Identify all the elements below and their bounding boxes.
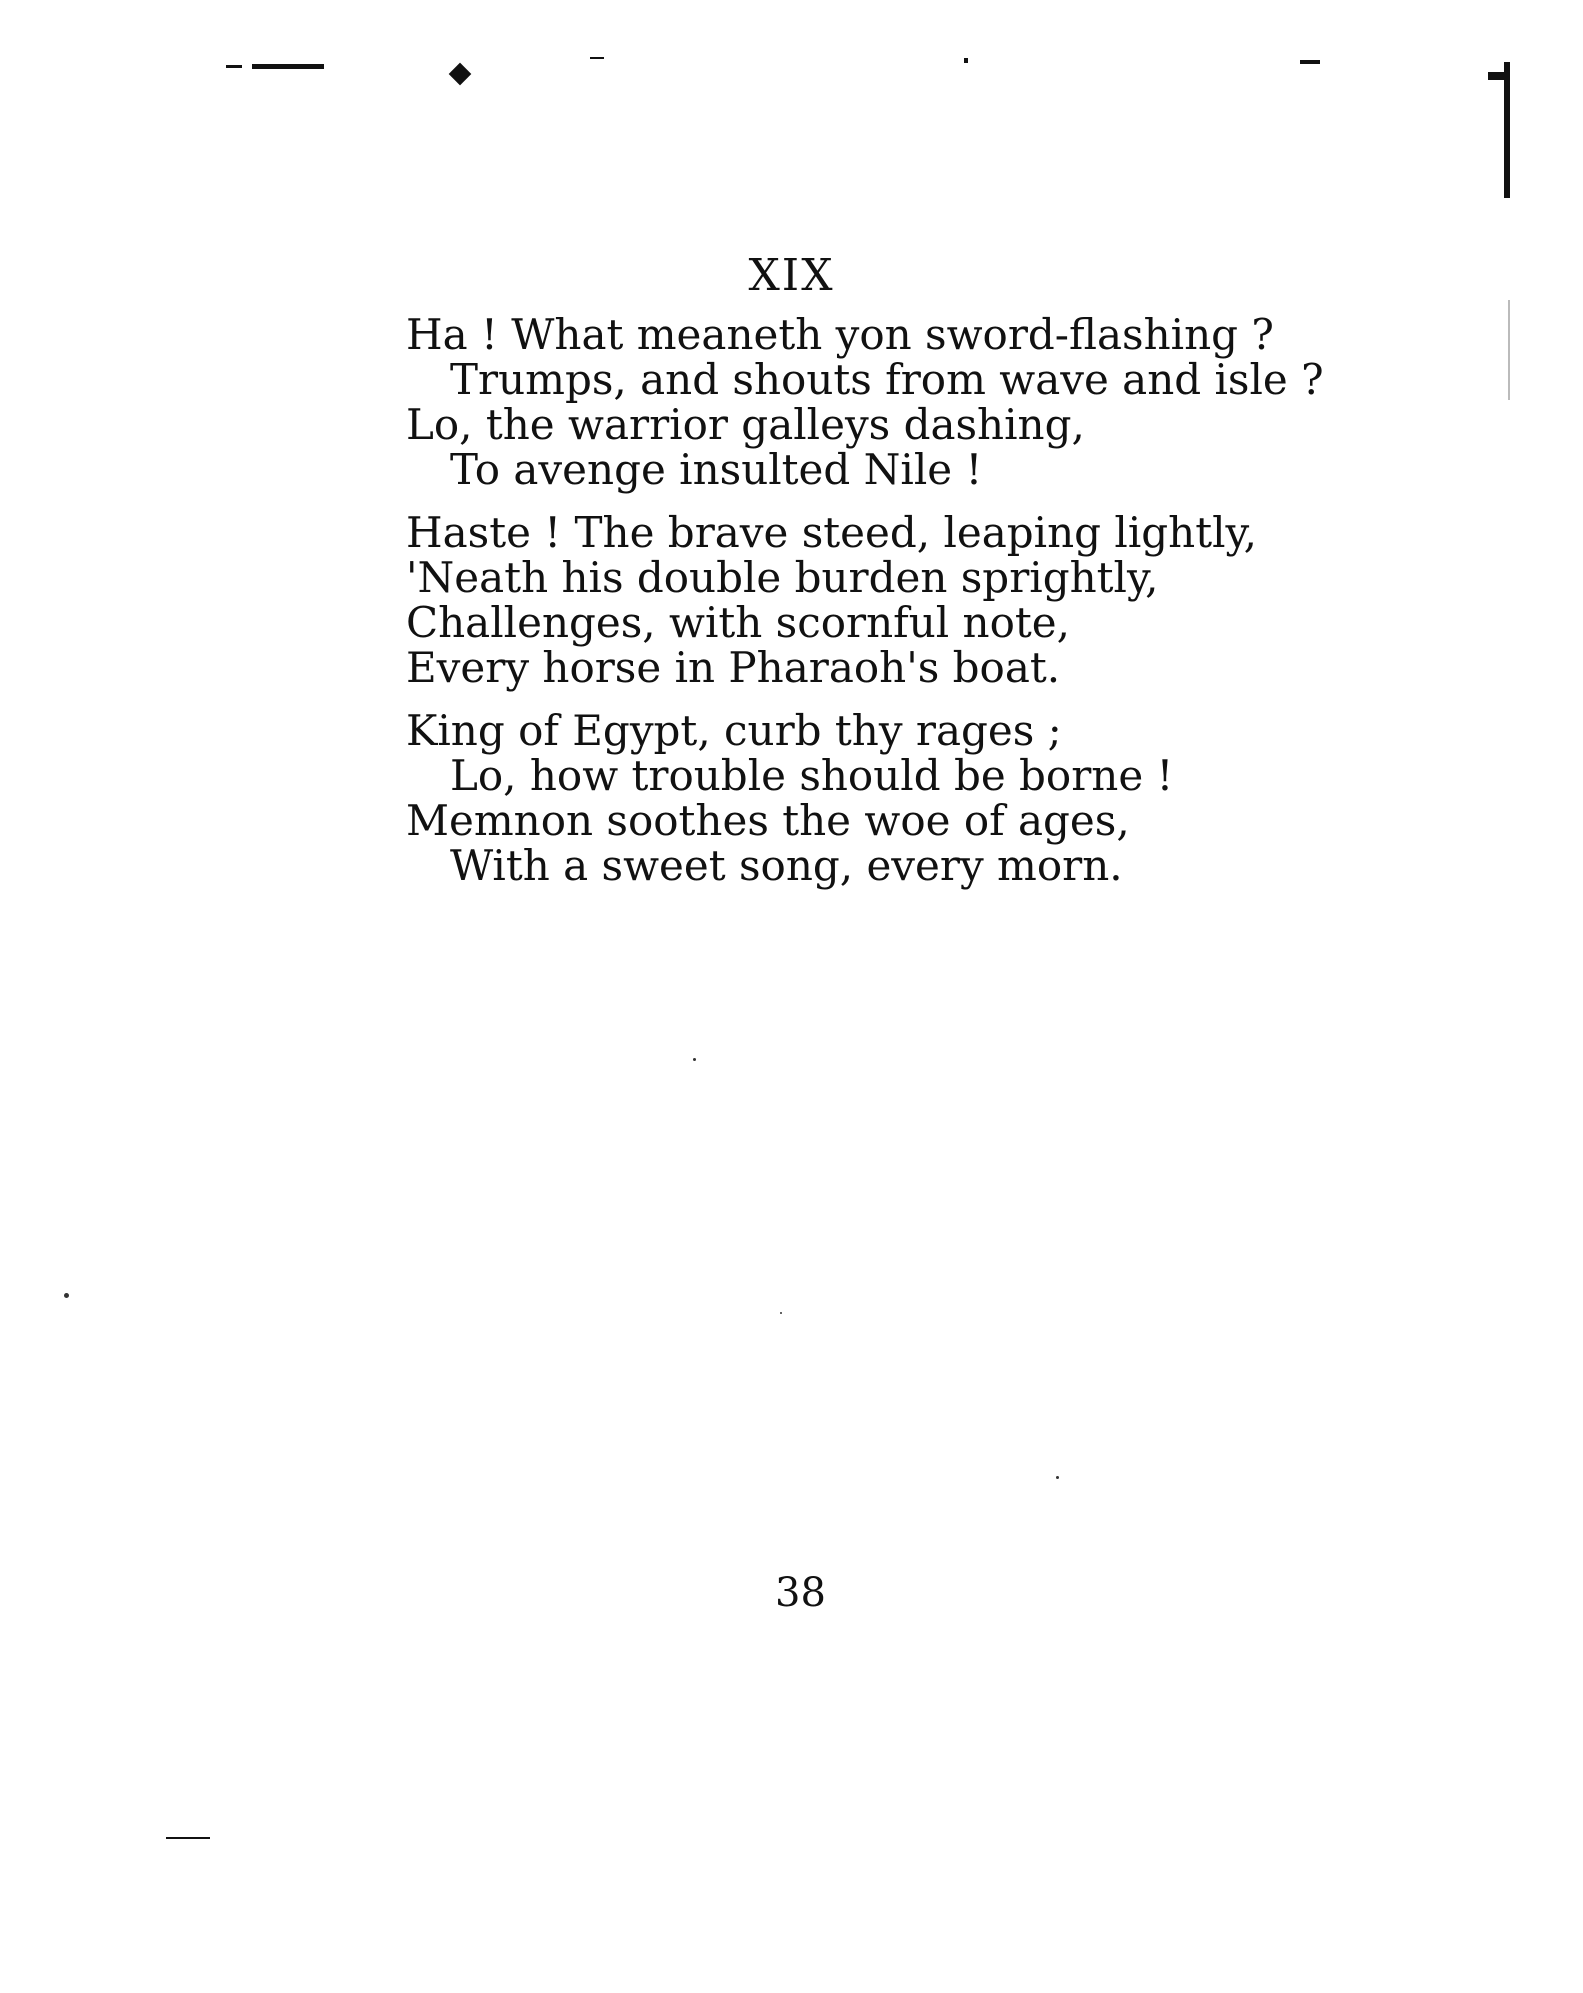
scan-speck: [780, 1312, 782, 1314]
scan-speck: [693, 1058, 696, 1061]
poem-line: Haste ! The brave steed, leaping lightly,: [406, 508, 1258, 557]
poem-line: Ha ! What meaneth yon sword-flashing ?: [406, 310, 1274, 359]
poem-line: To avenge insulted Nile !: [450, 445, 983, 494]
scan-artifact-edge-right-2: [1488, 72, 1504, 80]
section-heading: XIX: [748, 250, 835, 301]
poem-line: Memnon soothes the woe of ages,: [406, 796, 1130, 845]
scan-artifact-top-left: [252, 64, 324, 69]
poem-line: 'Neath his double burden sprightly,: [406, 553, 1159, 602]
scan-speck: [1508, 300, 1510, 400]
scan-artifact-tick: [964, 58, 968, 63]
poem-line: Lo, the warrior galleys dashing,: [406, 400, 1085, 449]
stanza-3: [406, 708, 1306, 888]
stanza-2: [406, 510, 1306, 690]
poem-line: Challenges, with scornful note,: [406, 598, 1070, 647]
stanza-1: [406, 310, 1324, 494]
poem-line: With a sweet song, every morn.: [450, 841, 1123, 890]
scan-artifact-top-right: [1300, 60, 1320, 64]
poem-line: Every horse in Pharaoh's boat.: [406, 643, 1061, 692]
scan-artifact-mark: [449, 63, 472, 86]
page-number: 38: [775, 1570, 826, 1616]
poem: [406, 310, 1324, 906]
scan-artifact-edge-right: [1504, 62, 1510, 198]
scan-artifact-top-left-2: [226, 65, 242, 68]
poem-line: Lo, how trouble should be borne !: [450, 751, 1174, 800]
scan-artifact-dash: [590, 57, 604, 59]
scan-speck: [1056, 1476, 1059, 1479]
scan-artifact-bottom-left: [166, 1837, 210, 1839]
poem-line: King of Egypt, curb thy rages ;: [406, 706, 1062, 755]
scan-speck: [64, 1293, 69, 1298]
poem-line: Trumps, and shouts from wave and isle ?: [450, 355, 1324, 404]
